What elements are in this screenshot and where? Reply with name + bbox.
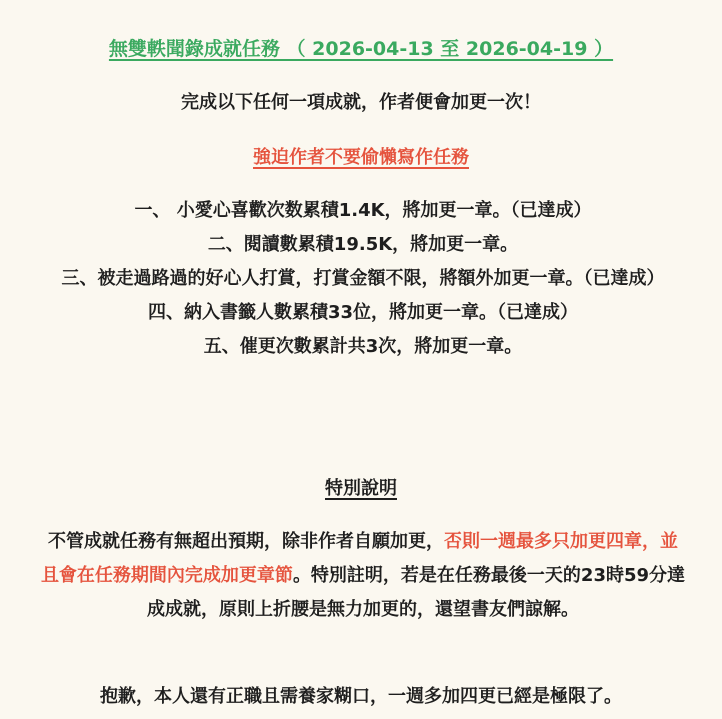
intro-text: 完成以下任何一項成就，作者便會加更一次！	[181, 92, 541, 113]
apology-text: 抱歉，本人還有正職且需養家糊口，一週多加四更已經是極限了。	[100, 686, 622, 707]
task-item-2: 二、閱讀數累積19.5K，將加更一章。	[207, 234, 519, 255]
page-title-link[interactable]: 無雙軼聞錄成就任務 （ 2026-04-13 至 2026-04-19 ）	[108, 38, 614, 60]
notes-body-part1: 不管成就任務有無超出預期，除非作者自願加更，	[48, 531, 444, 552]
task-item-5: 五、催更次數累計共3次，將加更一章。	[203, 336, 523, 357]
task-list	[40, 194, 686, 364]
notes-body-highlight: 否則一週最多只加更四章，並且會在任務期間內完成加更章節	[40, 531, 678, 586]
notes-body-part2: 。特別註明，若是在任務最後一天的23時59分達成成就，原則上折腰是無力加更的，還望書友們諒解。	[147, 565, 686, 620]
task-item-4: 四、納入書籤人數累積33位，將加更一章。（已達成）	[147, 302, 579, 323]
task-item-3: 三、被走過路過的好心人打賞，打賞金額不限，將額外加更一章。（已達成）	[61, 268, 665, 289]
notes-title: 特別說明	[325, 478, 397, 499]
task-item-1: 一、 小愛心喜歡次数累積1.4K，將加更一章。（已達成）	[134, 200, 592, 221]
notes-body	[40, 525, 686, 627]
mission-subtitle: 強迫作者不要偷懶寫作任務	[253, 147, 469, 168]
